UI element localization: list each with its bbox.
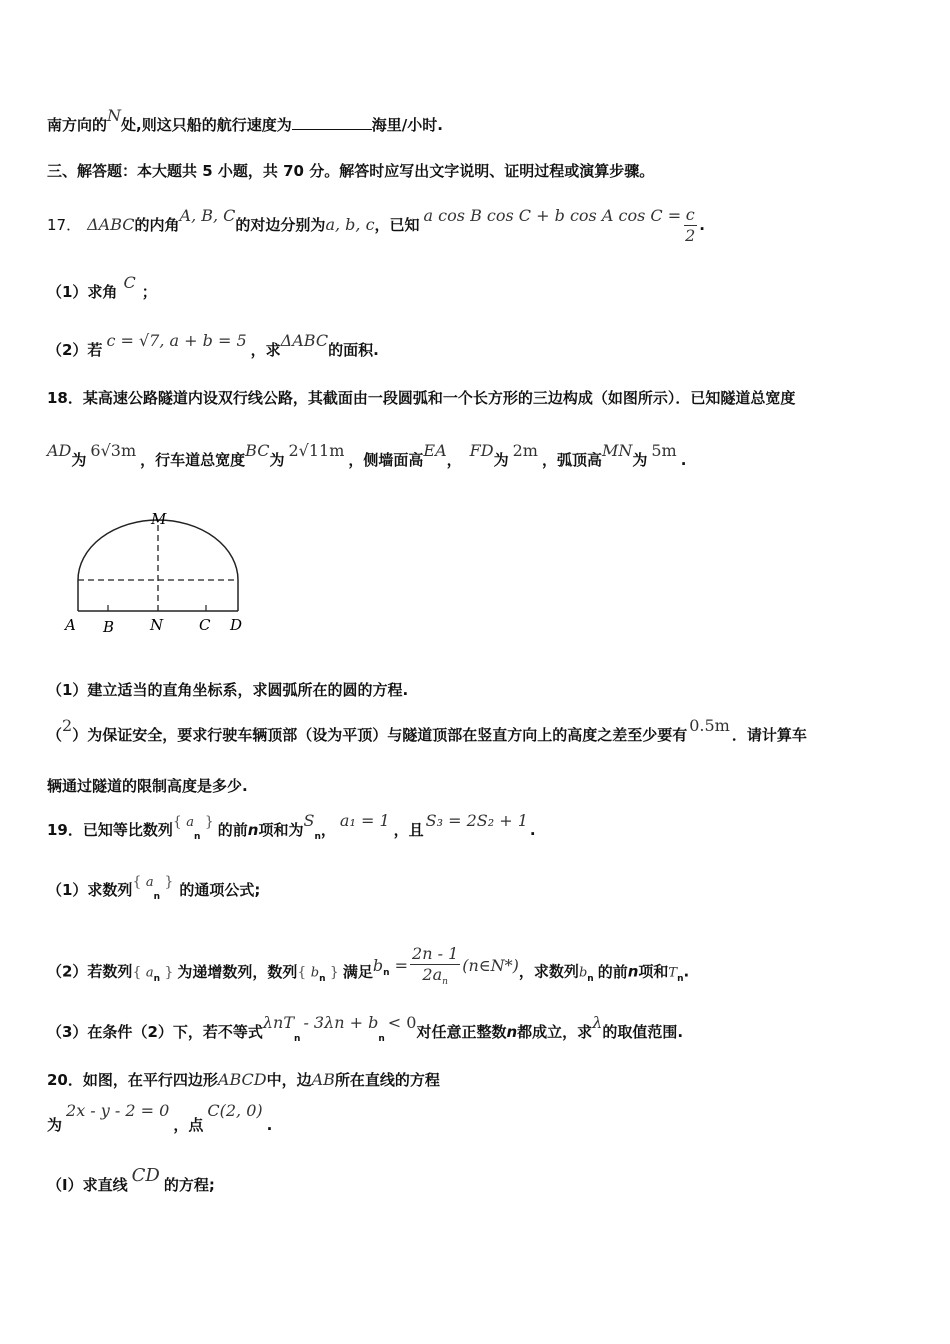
answer-blank[interactable]: [292, 129, 372, 130]
q16-end-line: 南方向的N处,则这只船的航行速度为 海里/小时.: [47, 106, 443, 134]
q17-equation: a cos B cos C + b cos A cos C =: [423, 206, 682, 225]
q18-part2-line2: 辆通过隧道的限制高度是多少.: [47, 777, 248, 795]
label-N: N: [150, 616, 164, 634]
q18-part2: （2）为保证安全，要求行驶车辆顶部（设为平顶）与隧道顶部在竖直方向上的高度之差至少要有 0.5m ．请计算车: [47, 716, 807, 744]
q20-part1: （Ⅰ）求直线 CD 的方程;: [47, 1165, 215, 1194]
q19-part1: （1）求数列{ $a_n$ } 的通项公式;: [47, 874, 261, 902]
q18-part1: （1）建立适当的直角坐标系，求圆弧所在的圆的方程.: [47, 681, 409, 699]
q18-stem-2: AD为 6√3m ，行车道总宽度BC为 2√11m ，侧墙面高EA， FD为 2m ，弧顶高MN为 5m .: [47, 441, 687, 469]
label-B: B: [103, 618, 115, 636]
section-3-heading: 三、解答题：本大题共 5 小题，共 70 分。解答时应写出文字说明、证明过程或演算步骤。: [47, 162, 655, 180]
q18-stem-1: 18．某高速公路隧道内设双行线公路，其截面由一段圆弧和一个长方形的三边构成（如图所示）．已知隧道总宽度: [47, 389, 796, 407]
label-C: C: [199, 616, 211, 634]
q19-part3: （3）在条件（2）下，若不等式λnT$_n$- $3\lambda n + b_n< 0$对任意正整数n都成立，求λ的取值范围.: [47, 1013, 684, 1044]
q19-part2: （2）若数列{ $a_n$ } 为递增数列，数列{ $b_n$ } 满足bn = $\frac{2n - 1}{2a_n}$ (n∈N*)，求数列$b_n$ 的前n项和$T_n$.: [47, 944, 690, 987]
fraction-c-over-2: $\frac{c}{2}$: [685, 205, 696, 245]
q17-stem: 17． ΔABC的内角A, B, C的对边分别为a, b, c，已知 a cos B cos C + b cos A cos C = $\frac{c}{2}$ .: [47, 205, 705, 245]
label-A: A: [65, 616, 76, 634]
tunnel-figure: [60, 505, 260, 640]
q17-part2: （2）若 c = √7, a + b = 5 ，求ΔABC的面积.: [47, 331, 379, 359]
label-D: D: [230, 616, 243, 634]
q20-stem-1: 20．如图，在平行四边形ABCD中，边AB所在直线的方程: [47, 1070, 440, 1089]
q17-part1: （1）求角 C ；: [47, 273, 157, 301]
q19-stem: 19．已知等比数列{ $a_n$ } 的前n项和为$S_n$， a₁ = 1 ，且 S₃ = 2S₂ + 1 .: [47, 811, 536, 842]
var-N: N: [107, 106, 122, 125]
bn-fraction: $\frac{2n - 1}{2a_n}$: [412, 944, 459, 987]
label-M: M: [151, 510, 167, 528]
q20-stem-2: 为2x - y - 2 = 0，点C(2, 0).: [47, 1101, 273, 1134]
